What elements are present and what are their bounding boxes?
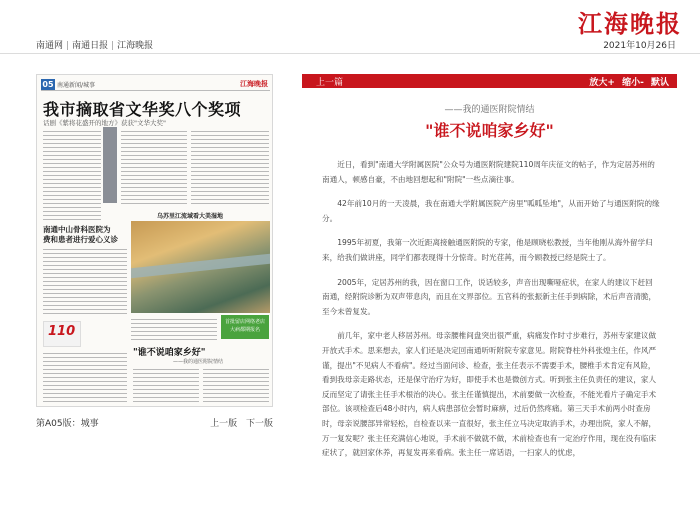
promo-box bbox=[221, 315, 269, 339]
link-nantong-daily[interactable]: 南通日报 bbox=[72, 41, 109, 51]
side-headline-line-2: 费和患者进行爱心义诊 bbox=[43, 235, 118, 244]
article-paragraph: 1995年初夏，我第一次近距离接触通医附院的专家，他是顾晓松教授，当年他刚从海外留学归来，给我们做讲座，同学们都表现得十分惊奇。时光荏苒，而今顾教授已经是院士了。 bbox=[322, 238, 653, 262]
article-text-block[interactable] bbox=[121, 129, 187, 205]
page-section: 南通新闻/城事 bbox=[57, 82, 96, 89]
article-text-block[interactable] bbox=[133, 367, 199, 405]
article-text-block[interactable] bbox=[43, 351, 127, 403]
feature-subhead: ——我的通医附院情结 bbox=[173, 359, 224, 365]
article-paragraph: 2005年，定居苏州的我，因在窗口工作，说话较多，声音出现嘶哑症状，在家人的建议下赶回南通，经附院诊断为双声带息肉，而且在文界部位。五官科的张振新主任手到病除，术后声音清脆，至今未曾复发。 bbox=[322, 277, 657, 316]
article-photo bbox=[103, 127, 117, 203]
page-number: 05 bbox=[42, 80, 54, 89]
reset-size-button[interactable]: 默认 bbox=[650, 78, 669, 88]
page-subhead: 话剧《紫将花盛开的地方》获获"文华大奖" bbox=[43, 119, 166, 127]
next-page-link[interactable]: 下一版 bbox=[245, 419, 273, 429]
zoom-out-button[interactable]: 缩小- bbox=[622, 78, 644, 88]
article-kicker: ——我的通医附院情结 bbox=[444, 105, 535, 115]
article-toolbar bbox=[302, 74, 677, 88]
article-paragraph: 42年前10月的一天凌晨，我在南通大学附属医院产房里"呱呱坠地"，从而开始了与通医附院的缘分。 bbox=[322, 199, 660, 223]
page-nav bbox=[204, 416, 273, 429]
article-text-block[interactable] bbox=[191, 129, 269, 205]
side-headline-line-1: 南通中山骨科医院为 bbox=[43, 225, 111, 234]
article-text-block[interactable] bbox=[131, 317, 217, 341]
feature-headline[interactable]: "谁不说咱家乡好" bbox=[133, 348, 206, 358]
article-text-block[interactable] bbox=[43, 129, 101, 221]
link-nantong-net[interactable]: 南通网 bbox=[36, 41, 64, 51]
image-headline: 乌苏里江流域看大美湿地 bbox=[157, 213, 224, 220]
current-page-label: 第A05版：城事 bbox=[36, 419, 99, 429]
anniversary-logo bbox=[43, 321, 81, 347]
prev-page-link[interactable]: 上一版 bbox=[210, 419, 238, 429]
site-links bbox=[36, 38, 153, 51]
page-pager bbox=[36, 416, 273, 430]
article-body bbox=[322, 158, 660, 471]
nav-bar bbox=[0, 36, 700, 54]
anniversary-logo-text: 110 bbox=[48, 324, 76, 339]
brand-logo[interactable]: 江海晚报 bbox=[578, 9, 682, 38]
nav-separator: | bbox=[111, 41, 115, 51]
issue-date: 2021年10月26日 bbox=[603, 41, 676, 51]
page-masthead: 江海晚报 bbox=[240, 79, 268, 88]
promo-line-1: 首批留店网络老店 bbox=[224, 319, 265, 325]
nav-separator: | bbox=[66, 41, 70, 51]
article-paragraph: 前几年，家中老人移居苏州。母亲腰椎间盘突出很严重，病痛发作时寸步难行，苏州专家建议做开放式手术。思来想去，家人们还是决定回南通听听附院专家意见。附院脊柱外科张煌主任，作风严谨，提出"不见病人不看病"。经过当面问诊、检查，张主任表示不需要手术，腰椎手术肯定有风险，看到我母亲走路状态，还是保守治疗为好，即使手术也是微创方式。听到张主任负责任的建议，家人反而坚定了请张主任手术根治的决心。张主任谨慎提出，术前要做一次检查，不能光看片子确定手术部位。该项检查后48小时内，病人病患部位会暂时麻痹，过后仍然疼痛。第三天手术前两小时查房时，母亲说腰部异常轻松，自检查以来一直很好，张主任立马决定取消手术，办理出院，家人不解，万一复发呢？张主任充满信心地说，手术前不做就不做，术前检查也有一定治疗作用，现在没有临床症状了，就回家休养，再复发再来看病。张主任一席话语，一扫家人的忧虑， bbox=[322, 331, 657, 458]
article-panel bbox=[302, 74, 677, 506]
newspaper-page-thumbnail[interactable] bbox=[36, 74, 273, 407]
article-text-block[interactable] bbox=[203, 367, 269, 405]
promo-line-2: 大病都期报名 bbox=[229, 327, 260, 333]
zoom-in-button[interactable]: 放大+ bbox=[589, 78, 615, 88]
article-title: "谁不说咱家乡好" bbox=[425, 121, 554, 140]
page-headline[interactable]: 我市摘取省文华奖八个奖项 bbox=[43, 100, 242, 119]
font-size-tools bbox=[585, 75, 669, 88]
article-paragraph: 近日，看到"南通大学附属医院"公众号为通医附院建院110周年庆征文的帖子，作为定居苏州的南通人，顿感自豪，不由地回想起和"附院"一些点滴往事。 bbox=[322, 160, 655, 184]
link-jianghai-evening[interactable]: 江海晚报 bbox=[117, 41, 154, 51]
side-article-headline[interactable] bbox=[43, 225, 118, 245]
prev-article-link[interactable]: 上一篇 bbox=[316, 78, 344, 88]
top-header bbox=[0, 0, 700, 36]
page-header bbox=[41, 79, 270, 91]
article-text-block[interactable] bbox=[43, 247, 127, 315]
